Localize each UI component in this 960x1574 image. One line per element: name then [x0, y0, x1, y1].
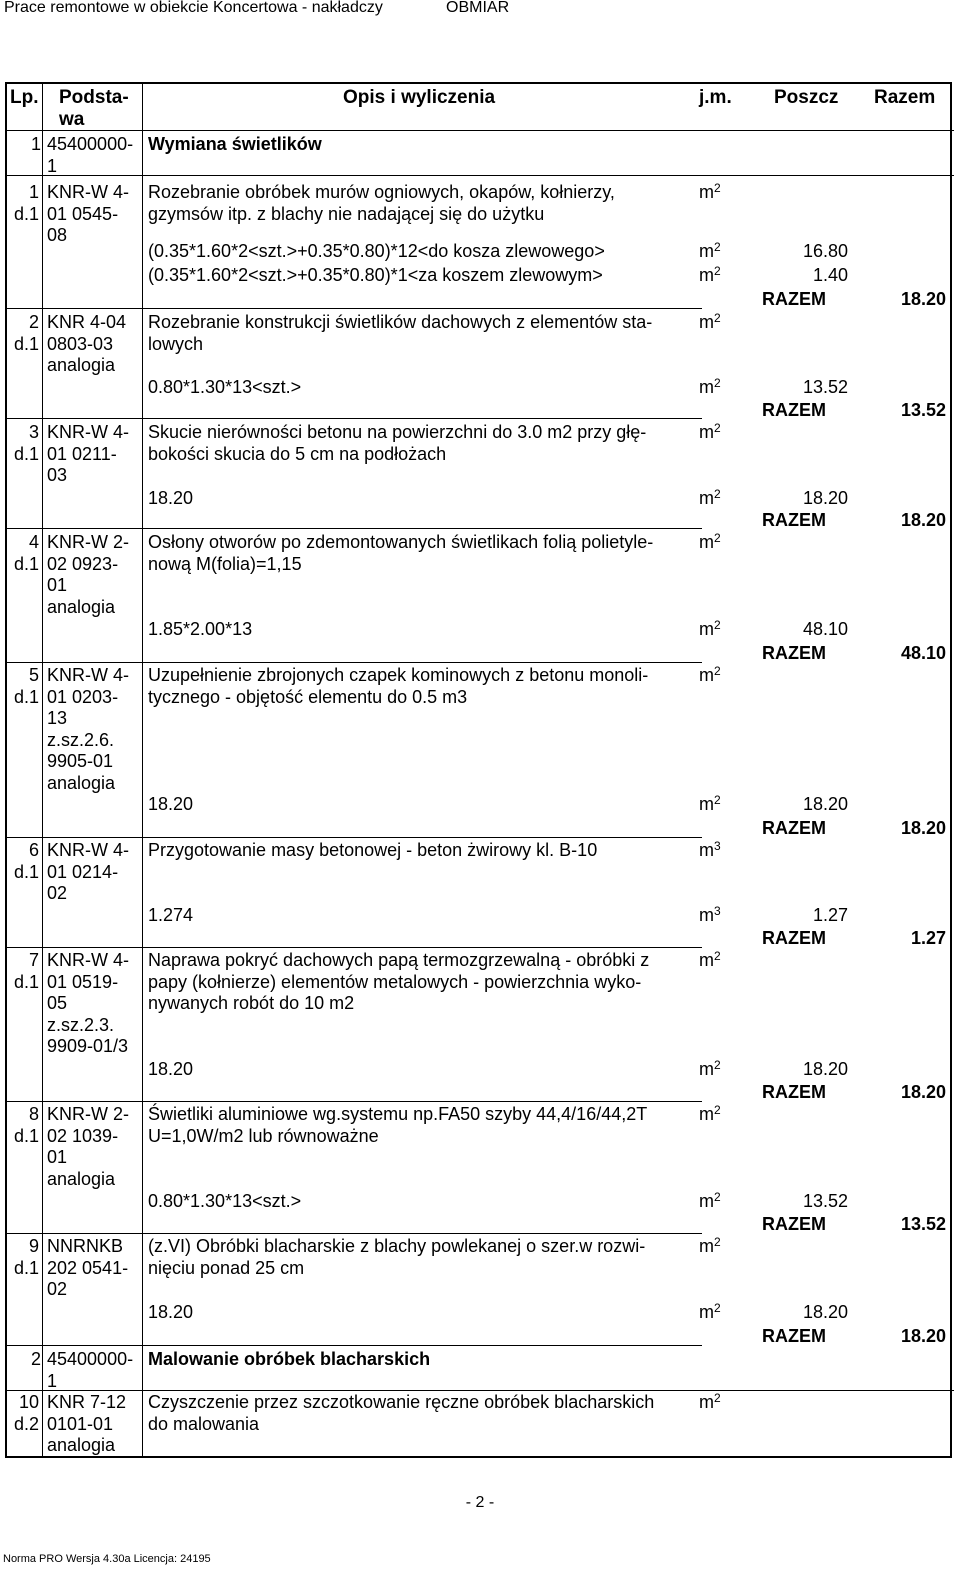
item-code: KNR-W 4- — [47, 950, 129, 970]
section-code: 1 — [47, 1370, 58, 1391]
item-unit: $m^2$ — [699, 531, 721, 552]
razem-label: RAZEM — [762, 289, 826, 309]
column-header-poszcz: Poszcz — [774, 87, 839, 108]
item-lp: 8 — [28, 1104, 39, 1124]
item-code: 9905-01 — [47, 751, 114, 771]
razem-total: 18.20 — [900, 1082, 946, 1102]
calc-expression: 0.80*1.30*13<szt.> — [148, 1191, 302, 1211]
calc-expression: 1.274 — [148, 905, 194, 925]
item-code: z.sz.2.3. — [47, 1014, 115, 1035]
item-code: KNR-W 2- — [47, 532, 129, 552]
item-description: papy (kołnierze) elementów metalowych - powierzchnia wyko- — [148, 971, 642, 992]
calc-unit: $m^2$ — [699, 1301, 721, 1322]
item-code: KNR-W 4- — [47, 182, 129, 202]
calc-unit: $m^2$ — [699, 1058, 721, 1079]
calc-unit: $m^2$ — [699, 1190, 721, 1211]
column-divider — [42, 84, 43, 1456]
item-code: analogia — [47, 772, 116, 793]
row-divider — [7, 175, 954, 176]
item-code: KNR 7-12 — [47, 1392, 127, 1412]
razem-total: 13.52 — [900, 1214, 946, 1234]
item-code: analogia — [47, 1168, 116, 1189]
column-header-podstawa: Podsta- — [59, 87, 129, 108]
calc-value: 1.27 — [812, 905, 848, 925]
razem-label: RAZEM — [762, 400, 826, 420]
section-title: Malowanie obróbek blacharskich — [148, 1349, 431, 1369]
item-code: 01 0545- — [47, 203, 119, 224]
calc-value: 18.20 — [802, 1059, 848, 1079]
item-code: analogia — [47, 355, 116, 375]
item-description: Przygotowanie masy betonowej - beton żwirowy kl. B-10 — [148, 840, 598, 860]
item-lp: d.1 — [13, 333, 39, 354]
razem-total: 18.20 — [900, 1326, 946, 1346]
item-code: 02 0923- — [47, 553, 119, 574]
item-code: 02 — [47, 883, 68, 903]
page-number: - 2 - — [465, 1494, 495, 1511]
column-header-jm: j.m. — [699, 87, 732, 108]
row-divider — [7, 418, 702, 419]
calc-unit: $m^2$ — [699, 618, 721, 639]
item-code: KNR-W 2- — [47, 1104, 129, 1124]
item-lp: 3 — [28, 422, 39, 442]
row-divider — [7, 1345, 702, 1346]
calc-value: 18.20 — [802, 1302, 848, 1322]
calc-value: 13.52 — [802, 1191, 848, 1211]
razem-label: RAZEM — [762, 1082, 826, 1102]
row-divider — [7, 1233, 702, 1234]
calc-unit: $m^2$ — [699, 487, 721, 508]
item-code: KNR 4-04 — [47, 312, 127, 332]
calc-unit: $m^2$ — [699, 793, 721, 814]
row-divider — [7, 662, 702, 663]
row-divider — [7, 528, 702, 529]
calc-expression: 18.20 — [148, 1059, 194, 1079]
item-lp: 2 — [28, 312, 39, 332]
item-unit: $m^2$ — [699, 181, 721, 202]
row-divider — [7, 1390, 954, 1391]
item-lp: 4 — [28, 532, 39, 552]
calc-unit: $m^2$ — [699, 240, 721, 261]
item-code: 01 0519- — [47, 971, 119, 992]
item-code: 01 0203- — [47, 686, 119, 707]
section-code: 45400000- — [47, 1349, 134, 1369]
item-description: nywanych robót do 10 m2 — [148, 993, 355, 1013]
calc-unit: $m^2$ — [699, 264, 721, 285]
section-code: 1 — [47, 155, 58, 176]
item-unit: $m^2$ — [699, 1103, 721, 1124]
razem-total: 18.20 — [900, 510, 946, 530]
item-code: 01 0214- — [47, 861, 119, 882]
item-lp: 1 — [28, 182, 39, 202]
item-lp: d.1 — [13, 1257, 39, 1278]
item-lp: d.1 — [13, 971, 39, 992]
item-lp: 10 — [18, 1392, 39, 1412]
item-code: 202 0541- — [47, 1257, 129, 1278]
razem-label: RAZEM — [762, 510, 826, 530]
calc-expression: 18.20 — [148, 794, 194, 814]
razem-label: RAZEM — [762, 818, 826, 838]
item-code: 03 — [47, 465, 68, 485]
document-title: Prace remontowe w obiekcie Koncertowa - nakładczy — [4, 0, 383, 16]
item-code: NNRNKB — [47, 1236, 124, 1256]
item-code: analogia — [47, 596, 116, 617]
razem-label: RAZEM — [762, 1214, 826, 1234]
calc-expression: (0.35*1.60*2<szt.>+0.35*0.80)*12<do kosza zlewowego> — [148, 241, 605, 261]
item-code: KNR-W 4- — [47, 422, 129, 442]
estimate-table — [5, 82, 952, 1458]
item-code: 01 0211- — [47, 443, 117, 464]
item-unit: $m^2$ — [699, 311, 721, 332]
item-description: Naprawa pokryć dachowych papą termozgrzewalną - obróbki z — [148, 950, 650, 970]
item-code: 01 — [47, 1147, 68, 1167]
item-lp: 5 — [28, 665, 39, 685]
razem-total: 1.27 — [910, 928, 946, 948]
item-code: 01 — [47, 575, 68, 595]
item-description: nową M(folia)=1,15 — [148, 553, 302, 574]
item-lp: d.1 — [13, 686, 39, 707]
calc-value: 13.52 — [802, 377, 848, 397]
item-description: Rozebranie konstrukcji świetlików dachowych z elementów sta- — [148, 312, 653, 332]
calc-unit: $m^3$ — [699, 904, 721, 925]
sheet-name: OBMIAR — [446, 0, 510, 16]
item-code: 08 — [47, 225, 68, 245]
item-lp: d.1 — [13, 861, 39, 882]
razem-total: 18.20 — [900, 289, 946, 309]
calc-unit: $m^2$ — [699, 376, 721, 397]
item-unit: $m^3$ — [699, 839, 721, 860]
column-header-opis: Opis i wyliczenia — [343, 87, 496, 108]
row-divider — [7, 947, 702, 948]
razem-total: 18.20 — [900, 818, 946, 838]
item-lp: d.1 — [13, 553, 39, 574]
section-number: 1 — [31, 134, 42, 154]
item-code: 9909-01/3 — [47, 1036, 129, 1056]
item-description: U=1,0W/m2 lub równoważne — [148, 1125, 379, 1146]
section-number: 2 — [31, 1349, 42, 1369]
item-description: Rozebranie obróbek murów ogniowych, okapów, kołnierzy, — [148, 182, 615, 202]
row-divider — [7, 308, 702, 309]
row-divider — [7, 837, 702, 838]
item-code: KNR-W 4- — [47, 665, 129, 685]
item-unit: $m^2$ — [699, 1391, 721, 1412]
razem-total: 13.52 — [900, 400, 946, 420]
item-code: z.sz.2.6. — [47, 729, 115, 750]
calc-value: 16.80 — [802, 241, 848, 261]
item-description: nięciu ponad 25 cm — [148, 1257, 305, 1278]
item-description: (z.VI) Obróbki blacharskie z blachy powlekanej o szer.w rozwi- — [148, 1236, 646, 1256]
razem-label: RAZEM — [762, 1326, 826, 1346]
item-description: Świetliki aluminiowe wg.systemu np.FA50 szyby 44,4/16/44,2T — [148, 1104, 648, 1124]
calc-expression: 18.20 — [148, 488, 194, 508]
column-divider — [142, 84, 143, 1456]
section-title: Wymiana świetlików — [148, 134, 322, 154]
row-divider — [7, 130, 954, 131]
calc-value: 18.20 — [802, 488, 848, 508]
item-description: lowych — [148, 333, 204, 354]
razem-label: RAZEM — [762, 928, 826, 948]
column-header-lp: Lp. — [10, 87, 39, 108]
item-unit: $m^2$ — [699, 949, 721, 970]
item-lp: d.1 — [13, 1125, 39, 1146]
item-description: do malowania — [148, 1413, 260, 1434]
item-code: 05 — [47, 993, 68, 1013]
item-lp: 6 — [28, 840, 39, 860]
item-description: Osłony otworów po zdemontowanych świetlikach folią polietyle- — [148, 532, 654, 552]
section-code: 45400000- — [47, 134, 134, 154]
column-header-razem: Razem — [874, 87, 936, 108]
item-lp: d.1 — [13, 443, 39, 464]
item-code: 02 1039- — [47, 1125, 119, 1146]
page-header — [0, 0, 960, 16]
item-lp: d.1 — [13, 203, 39, 224]
row-divider — [7, 1101, 702, 1102]
item-description: tycznego - objętość elementu do 0.5 m3 — [148, 686, 468, 707]
item-description: Uzupełnienie zbrojonych czapek kominowych z betonu monoli- — [148, 665, 649, 685]
column-header-podstawa: wa — [59, 109, 85, 130]
item-lp: 9 — [28, 1236, 39, 1256]
calc-expression: 18.20 — [148, 1302, 194, 1322]
calc-expression: 0.80*1.30*13<szt.> — [148, 377, 302, 397]
item-unit: $m^2$ — [699, 421, 721, 442]
item-code: analogia — [47, 1435, 116, 1455]
razem-label: RAZEM — [762, 643, 826, 663]
item-description: Skucie nierówności betonu na powierzchni do 3.0 m2 przy głę- — [148, 422, 647, 442]
item-description: Czyszczenie przez szczotkowanie ręczne obróbek blacharskich — [148, 1392, 655, 1412]
calc-value: 18.20 — [802, 794, 848, 814]
item-code: 0803-03 — [47, 333, 114, 354]
item-code: 13 — [47, 708, 68, 728]
calc-expression: 1.85*2.00*13 — [148, 619, 253, 639]
item-unit: $m^2$ — [699, 664, 721, 685]
calc-value: 1.40 — [812, 265, 848, 285]
item-lp: 7 — [28, 950, 39, 970]
license-info: Norma PRO Wersja 4.30a Licencja: 24195 — [3, 1553, 211, 1565]
calc-value: 48.10 — [802, 619, 848, 639]
item-unit: $m^2$ — [699, 1235, 721, 1256]
razem-total: 48.10 — [900, 643, 946, 663]
item-code: 02 — [47, 1279, 68, 1299]
item-code: KNR-W 4- — [47, 840, 129, 860]
item-lp: d.2 — [13, 1413, 39, 1434]
calc-expression: (0.35*1.60*2<szt.>+0.35*0.80)*1<za koszem zlewowym> — [148, 265, 603, 285]
item-description: bokości skucia do 5 cm na podłożach — [148, 443, 447, 464]
item-code: 0101-01 — [47, 1413, 114, 1434]
item-description: gzymsów itp. z blachy nie nadającej się do użytku — [148, 203, 545, 224]
